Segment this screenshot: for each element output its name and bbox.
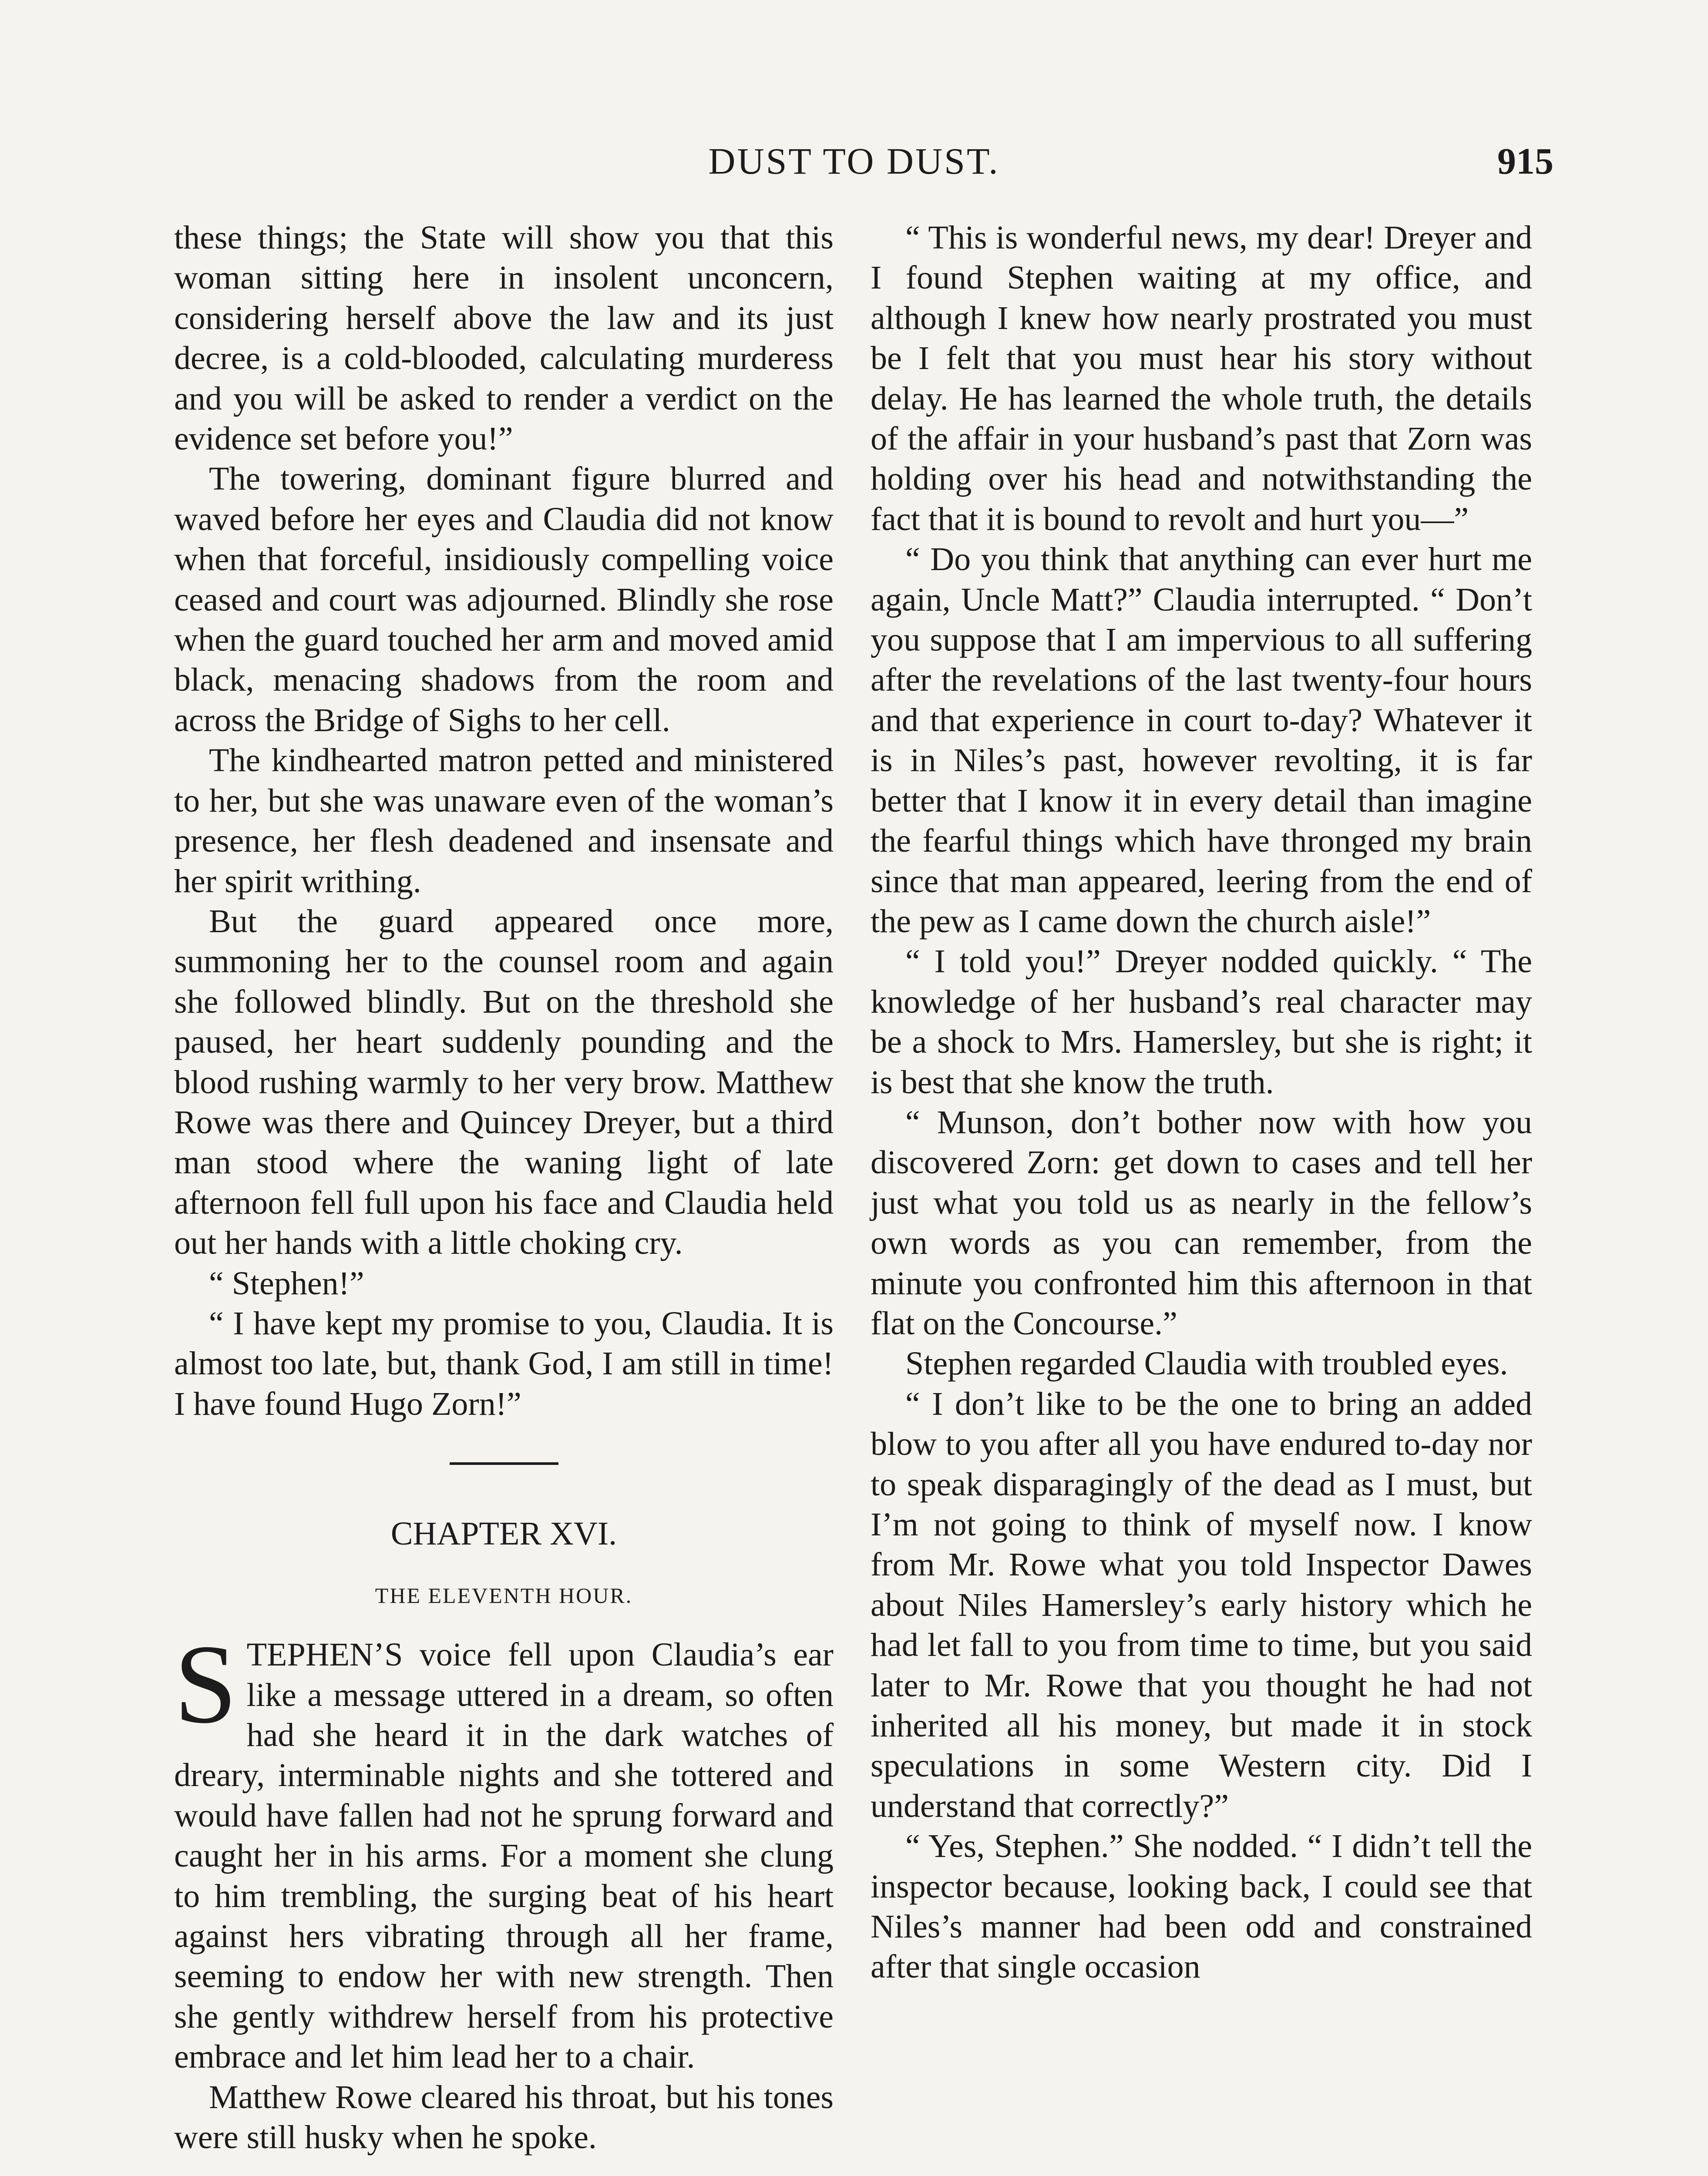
paragraph: “ This is wonderful news, my dear! Dreyer and I found Stephen waiting at my office, and although I knew how nearly prostrated you must be I felt that you must hear his story without delay. He has learned the whole truth, the details of the affair in your husband’s past that Zorn was holding over his head and notwithstanding the fact that it is bound to revolt and hurt you—” bbox=[871, 219, 1532, 537]
paragraph: The kindhearted matron petted and ministered to her, but she was unaware even of the woman’s presence, her flesh deadened and insensate and her spirit writhing. bbox=[174, 742, 834, 900]
drop-cap: S bbox=[174, 1622, 237, 1747]
paragraph: “ Yes, Stephen.” She nodded. “ I didn’t tell the inspector because, looking back, I could see that Niles’s manner had been odd and constrained after that single occasion bbox=[871, 1828, 1532, 1985]
paragraph: “ I don’t like to be the one to bring an added blow to you after all you have endured to-day nor to speak disparagingly of the dead as I must, but I’m not going to think of myself now. I know from Mr. Rowe what you told Inspector Dawes about Niles Hamersley’s early history which he had let fall to you from time to time, but you said later to Mr. Rowe that you thought he had not inherited all his money, but made it in stock speculations in some Western city. Did I understand that correctly?” bbox=[871, 1385, 1532, 1824]
paragraph: “ Stephen!” bbox=[209, 1265, 364, 1302]
paragraph: “ I have kept my promise to you, Claudia. It is almost too late, but, thank God, I am still in time! I have found Hugo Zorn!” bbox=[174, 1305, 834, 1422]
chapter-opening-paragraph bbox=[174, 1622, 834, 2077]
paragraph: “ Do you think that anything can ever hurt me again, Uncle Matt?” Claudia interrupted. “ Don’t you suppose that I am impervious to all suffering after the revelations of the last twenty-four hours and that experience in court to-day? Whatever it is in Niles’s past, however revolting, it is far better that I know it in every detail than imagine the fearful things which have thronged my brain since that man appeared, leering from the end of the pew as I came down the church aisle!” bbox=[871, 541, 1532, 940]
paragraph: But the guard appeared once more, summoning her to the counsel room and again she followed blindly. But on the threshold she paused, her heart suddenly pounding and the blood rushing warmly to her very brow. Matthew Rowe was there and Quincey Dreyer, but a third man stood where the waning light of late afternoon fell full upon his face and Claudia held out her hands with a little choking cry. bbox=[174, 903, 834, 1262]
paragraph: “ Munson, don’t bother now with how you discovered Zorn: get down to cases and tell her just what you told us as nearly in the fellow’s own words as you can remember, from the minute you confronted him this afternoon in that flat on the Concourse.” bbox=[871, 1104, 1532, 1342]
section-divider bbox=[450, 1462, 558, 1465]
paragraph: The towering, dominant figure blurred and waved before her eyes and Claudia did not know when that forceful, insidiously compelling voice ceased and court was adjourned. Blindly she rose when the guard touched her arm and moved amid black, menacing shadows from the room and across the Bridge of Sighs to her cell. bbox=[174, 460, 834, 739]
page-number: 915 bbox=[1497, 140, 1553, 182]
chapter-opening-text: TEPHEN’S voice fell upon Claudia’s ear like a message uttered in a dream, so often had she heard it in the dark watches of dreary, interminable nights and she tottered and would have fallen had not he sprung forward and caught her in his arms. For a moment she clung to him trembling, the surging beat of his heart against hers vibrating through all her frame, seeming to endow her with new strength. Then she gently withdrew herself from his protective embrace and let him lead her to a chair. bbox=[174, 1636, 834, 2075]
paragraph: Stephen regarded Claudia with troubled eyes. bbox=[905, 1345, 1508, 1382]
paragraph: these things; the State will show you that this woman sitting here in insolent unconcern, considering herself above the law and its just decree, is a cold-blooded, calculating murderess and you will be asked to render a verdict on the evidence set before you!” bbox=[174, 219, 834, 457]
paragraph: Matthew Rowe cleared his throat, but his tones were still husky when he spoke. bbox=[174, 2079, 834, 2156]
left-column bbox=[174, 218, 834, 2176]
right-column bbox=[871, 218, 1532, 2176]
paragraph: “ I told you!” Dreyer nodded quickly. “ The knowledge of her husband’s real character may be a shock to Mrs. Hamersley, but she is right; it is best that she know the truth. bbox=[871, 943, 1532, 1101]
chapter-title: CHAPTER XVI. bbox=[390, 1515, 617, 1552]
chapter-subtitle: THE ELEVENTH HOUR. bbox=[375, 1583, 633, 1608]
running-head-title: DUST TO DUST. bbox=[708, 140, 1000, 182]
